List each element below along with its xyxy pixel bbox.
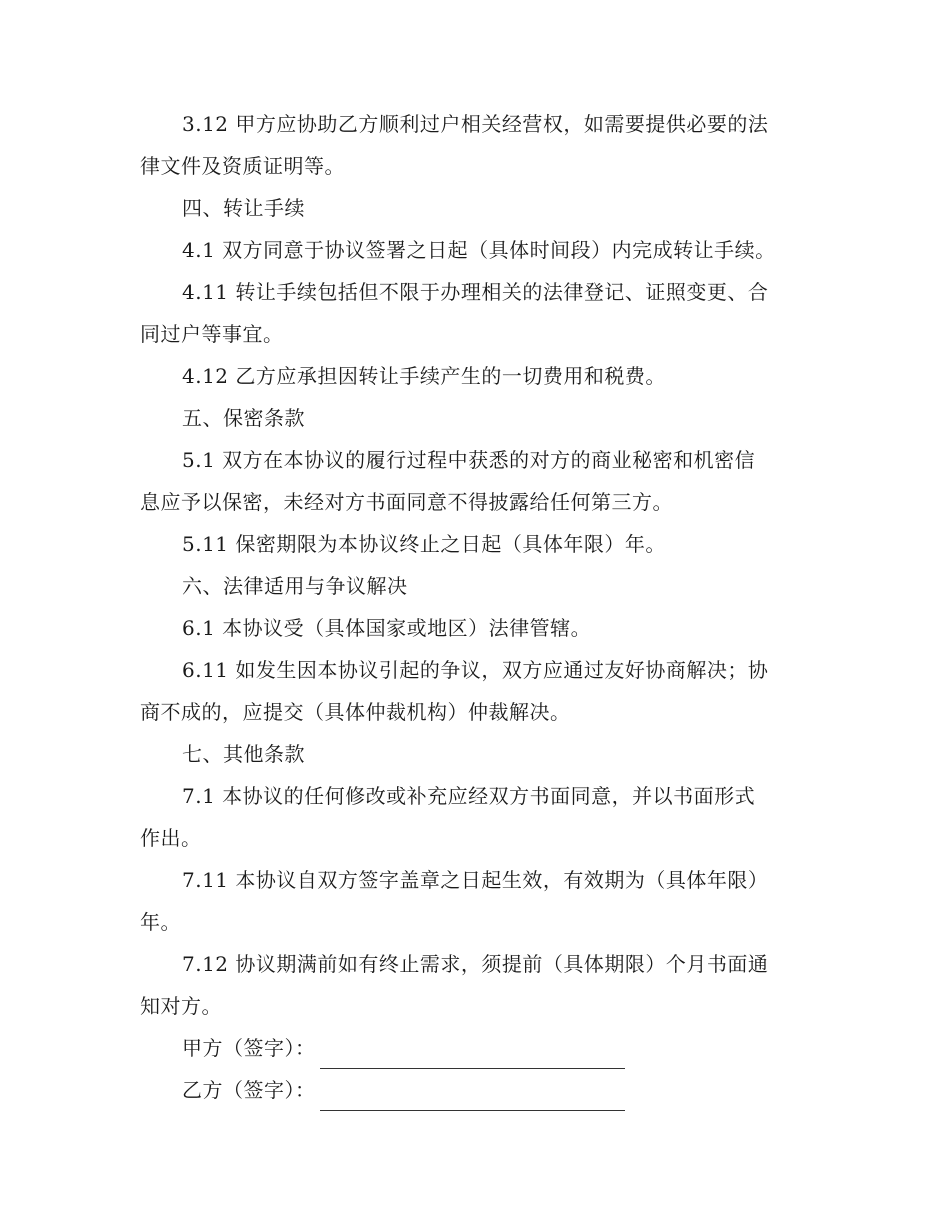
clause-5-11: 5.11 保密期限为本协议终止之日起（具体年限）年。 [182, 532, 666, 556]
clause-7-11-line-2: 年。 [140, 910, 181, 934]
party-b-signature-field[interactable] [320, 1082, 625, 1111]
clause-7-12-line-2: 知对方。 [140, 994, 222, 1018]
party-a-signature-row [140, 1027, 810, 1069]
clause-3-12-line-1: 3.12 甲方应协助乙方顺利过户相关经营权，如需要提供必要的法 [182, 112, 769, 136]
clause-7-11-line-1: 7.11 本协议自双方签字盖章之日起生效，有效期为（具体年限） [182, 868, 769, 892]
document-body [140, 103, 810, 1111]
clause-6-11-line-1: 6.11 如发生因本协议引起的争议，双方应通过友好协商解决；协 [182, 658, 769, 682]
clause-4-11-line-1: 4.11 转让手续包括但不限于办理相关的法律登记、证照变更、合 [182, 280, 769, 304]
clause-7-1-line-2: 作出。 [140, 826, 202, 850]
clause-3-12-line-2: 律文件及资质证明等。 [140, 154, 345, 178]
clause-6-11-line-2: 商不成的，应提交（具体仲裁机构）仲裁解决。 [140, 700, 571, 724]
clause-5-1-line-1: 5.1 双方在本协议的履行过程中获悉的对方的商业秘密和机密信 [182, 448, 756, 472]
section-heading-4: 四、转让手续 [182, 196, 305, 220]
party-a-signature-field[interactable] [320, 1040, 625, 1069]
clause-4-1: 4.1 双方同意于协议签署之日起（具体时间段）内完成转让手续。 [182, 238, 776, 262]
section-heading-6: 六、法律适用与争议解决 [182, 574, 408, 598]
party-a-signature-label: 甲方（签字）： [182, 1036, 316, 1060]
clause-5-1-line-2: 息应予以保密，未经对方书面同意不得披露给任何第三方。 [140, 490, 673, 514]
clause-7-1-line-1: 7.1 本协议的任何修改或补充应经双方书面同意，并以书面形式 [182, 784, 756, 808]
party-b-signature-label: 乙方（签字）： [182, 1078, 316, 1102]
section-heading-5: 五、保密条款 [182, 406, 305, 430]
clause-6-1: 6.1 本协议受（具体国家或地区）法律管辖。 [182, 616, 592, 640]
clause-4-11-line-2: 同过户等事宜。 [140, 322, 284, 346]
clause-4-12: 4.12 乙方应承担因转让手续产生的一切费用和税费。 [182, 364, 666, 388]
clause-7-12-line-1: 7.12 协议期满前如有终止需求，须提前（具体期限）个月书面通 [182, 952, 769, 976]
section-heading-7: 七、其他条款 [182, 742, 305, 766]
party-b-signature-row [140, 1069, 810, 1111]
